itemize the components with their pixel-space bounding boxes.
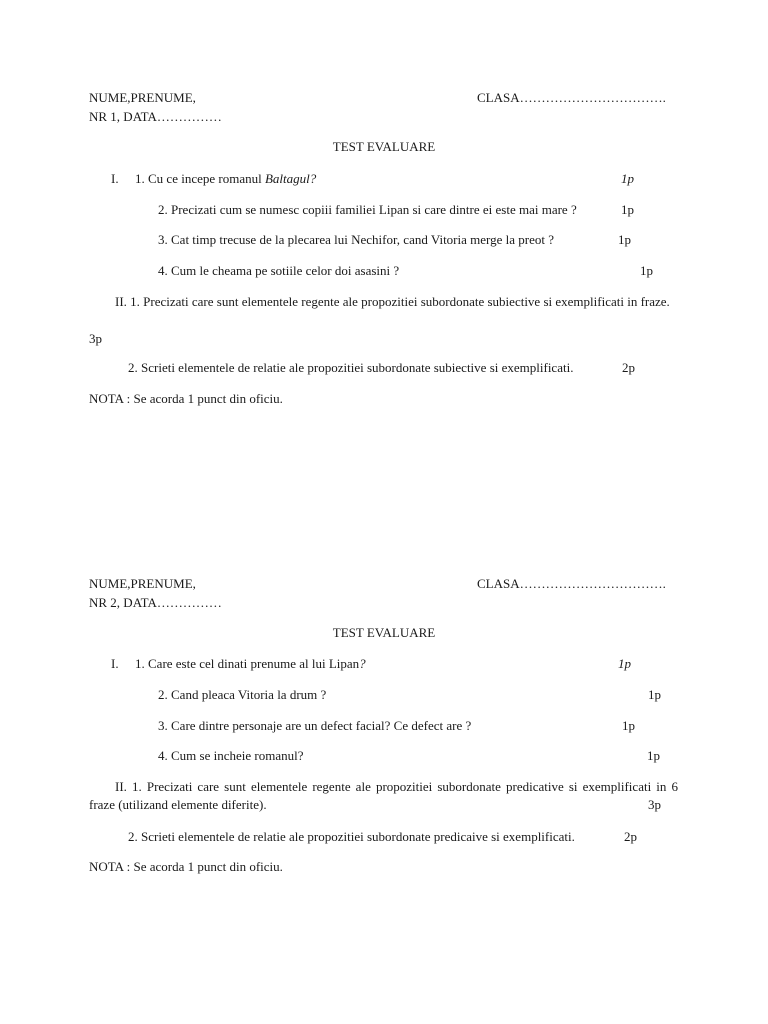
test-title: TEST EVALUARE [332,625,436,640]
section-two-question-1-points: 3p [648,797,661,812]
question-3: 3. Care dintre personaje are un defect facial? Ce defect are ? [158,718,472,733]
section-one-numeral: I. [111,656,119,671]
name-label: NUME,PRENUME, [89,90,196,105]
question-1-italic: ? [359,656,366,671]
question-1-points: 1p [621,171,634,186]
section-one-numeral: I. [111,171,119,186]
nota-text: NOTA : Se acorda 1 punct din oficiu. [89,859,283,874]
nr-date-label: NR 1, DATA…………… [89,109,222,124]
section-two-question-2-points: 2p [622,360,635,375]
question-4-points: 1p [647,748,660,763]
class-label: CLASA……………………………. [477,90,666,105]
section-two-question-1: II. 1. Precizati care sunt elementele regente ale propozitiei subordonate subiective si exemplificati in fraze. [115,294,670,309]
name-label: NUME,PRENUME, [89,576,196,591]
question-4-points: 1p [640,263,653,278]
question-2: 2. Cand pleaca Vitoria la drum ? [158,687,327,702]
question-1-italic: Baltagul? [264,171,317,186]
question-2-points: 1p [621,202,634,217]
section-two-question-2-points: 2p [624,829,637,844]
class-label: CLASA……………………………. [477,576,666,591]
question-1 [135,170,316,188]
section-two-question-1-points: 3p [89,331,102,346]
question-3-points: 1p [622,718,635,733]
nota-text: NOTA : Se acorda 1 punct din oficiu. [89,391,283,406]
question-2: 2. Precizati cum se numesc copiii familiei Lipan si care dintre ei este mai mare ? [158,202,577,217]
test-title: TEST EVALUARE [332,139,436,154]
question-3-points: 1p [618,232,631,247]
question-4: 4. Cum se incheie romanul? [158,748,304,763]
question-1-text: 1. Cu ce incepe romanul [135,171,265,186]
section-two-question-2: 2. Scrieti elementele de relatie ale propozitiei subordonate subiective si exemplificati. [128,360,574,375]
question-1 [135,655,366,673]
question-4: 4. Cum le cheama pe sotiile celor doi asasini ? [158,263,400,278]
question-1-points: 1p [618,656,631,671]
section-two-question-1: II. 1. Precizati care sunt elementele regente ale propozitiei subordonate predicative si exemplificati in 6 fraze (utilizand elemente diferite). [89,779,678,812]
question-1-text: 1. Care este cel dinati prenume al lui Lipan [135,656,360,671]
nr-date-label: NR 2, DATA…………… [89,595,222,610]
question-2-points: 1p [648,687,661,702]
question-3: 3. Cat timp trecuse de la plecarea lui Nechifor, cand Vitoria merge la preot ? [158,232,554,247]
section-two-question-2: 2. Scrieti elementele de relatie ale propozitiei subordonate predicaive si exemplificati. [128,829,575,844]
